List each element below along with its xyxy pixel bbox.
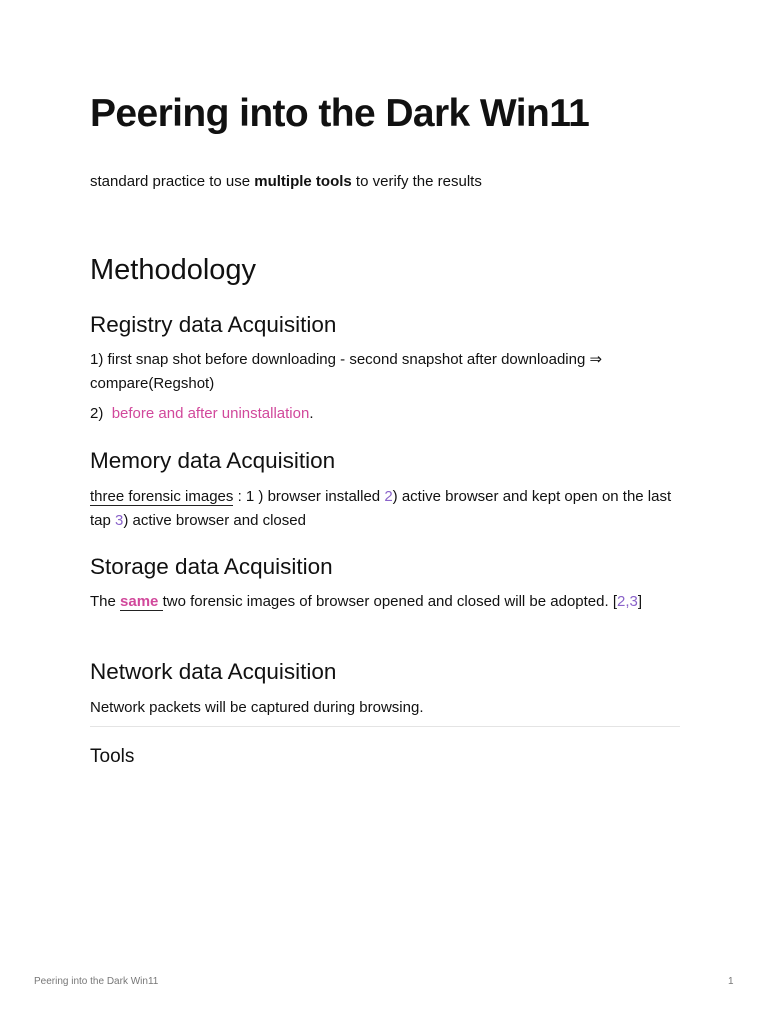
- three-forensic-images-link[interactable]: three forensic images: [90, 488, 234, 505]
- registry-item-2-prefix: 2): [90, 405, 112, 422]
- intro-text-after: to verify the results: [351, 173, 482, 190]
- memory-text-3: ) active browser and closed: [123, 511, 306, 529]
- registry-item-2-suffix: .: [309, 405, 314, 422]
- uninstallation-link[interactable]: before and after uninstallation: [111, 405, 310, 422]
- same-link[interactable]: same: [120, 593, 163, 610]
- reference-2-3[interactable]: 2,3: [617, 593, 638, 610]
- registry-item-2: [90, 402, 680, 426]
- reference-3[interactable]: 3: [115, 511, 124, 529]
- section-divider: [90, 726, 680, 727]
- memory-paragraph: [90, 485, 680, 532]
- network-heading: Network data Acquisition: [90, 659, 337, 684]
- page-number: 1: [728, 976, 734, 987]
- footer-title: Peering into the Dark Win11: [34, 976, 159, 987]
- memory-text-2: ) active browser and kept open on the last tap: [90, 488, 672, 529]
- intro-bold-text: multiple tools: [254, 173, 352, 190]
- tools-heading: Tools: [90, 746, 135, 767]
- registry-item-1: 1) first snap shot before downloading - second snapshot after downloading ⇒ compare(Regshot): [90, 351, 603, 392]
- storage-heading: Storage data Acquisition: [90, 554, 333, 579]
- storage-text-3: ]: [637, 593, 643, 610]
- storage-paragraph: [90, 590, 680, 614]
- methodology-heading: Methodology: [90, 254, 257, 286]
- page-title: Peering into the Dark Win11: [90, 92, 590, 135]
- reference-2[interactable]: 2: [384, 488, 393, 505]
- network-paragraph: Network packets will be captured during browsing.: [90, 699, 424, 716]
- memory-text-1: : 1 ) browser installed: [233, 488, 385, 505]
- memory-heading: Memory data Acquisition: [90, 448, 336, 473]
- intro-text-before: standard practice to use: [90, 173, 255, 190]
- storage-text-1: The: [90, 593, 121, 610]
- storage-text-2: two forensic images of browser opened and closed will be adopted. [: [162, 593, 617, 610]
- intro-paragraph: [90, 172, 482, 192]
- registry-heading: Registry data Acquisition: [90, 312, 337, 337]
